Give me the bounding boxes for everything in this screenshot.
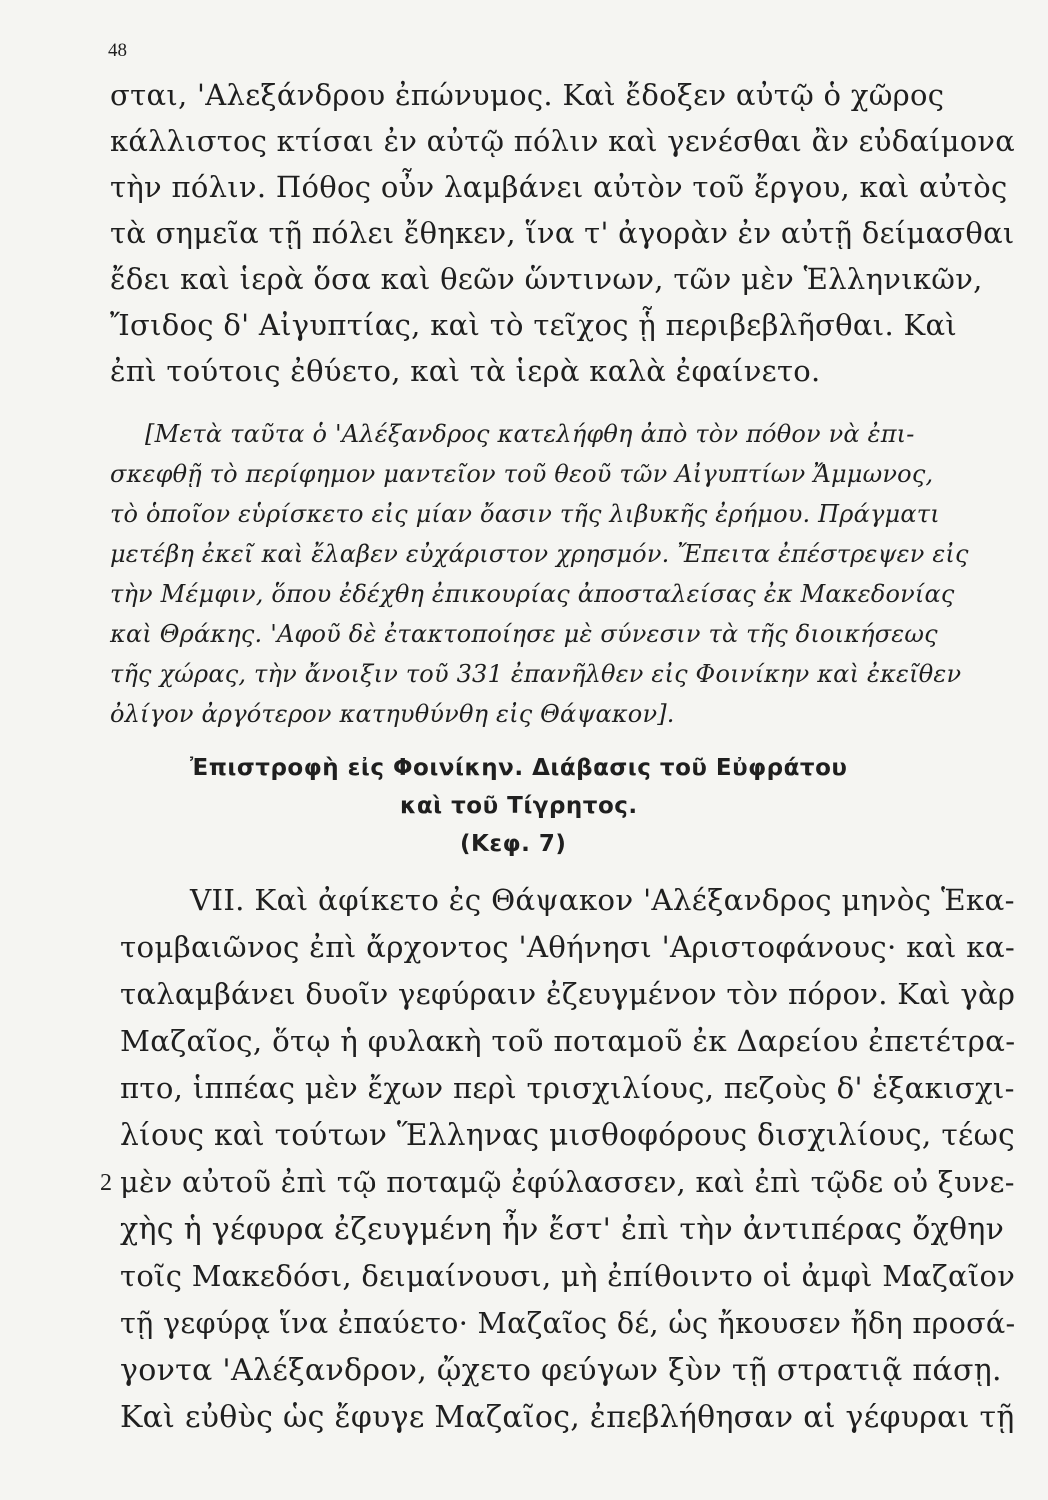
summary-line: καὶ Θράκης. 'Αφοῦ δὲ ἐτακτοποίησε μὲ σύνεσιν τὰ τῆς διοικήσεως	[110, 620, 938, 648]
chapter-reference: (Κεφ. 7)	[460, 831, 567, 857]
summary-line: [Μετὰ ταῦτα ὁ 'Αλέξανδρος κατελήφθη ἀπὸ τὸν πόθον νὰ ἐπι-	[145, 420, 915, 448]
paragraph-3-line: λίους καὶ τούτων Ἕλληνας μισθοφόρους δισχιλίους, τέως	[120, 1118, 1015, 1152]
paragraph-3-line: χὴς ἡ γέφυρα ἐζευγμένη ἦν ἔστ' ἐπὶ τὴν ἀντιπέρας ὄχθην	[120, 1212, 1005, 1247]
paragraph-1-line: τὰ σημεῖα τῇ πόλει ἔθηκεν, ἵνα τ' ἀγορὰν ἐν αὐτῇ δείμασθαι	[110, 216, 1015, 250]
paragraph-3-line: Μαζαῖος, ὅτῳ ἡ φυλακὴ τοῦ ποταμοῦ ἐκ Δαρείου ἐπετέτρα-	[120, 1024, 1016, 1058]
summary-line: τῆς χώρας, τὴν ἄνοιξιν τοῦ 331 ἐπανῆλθεν εἰς Φοινίκην καὶ ἐκεῖθεν	[110, 660, 962, 688]
paragraph-3-line: VII. Καὶ ἀφίκετο ἐς Θάψακον 'Αλέξανδρος μηνὸς Ἑκα-	[190, 883, 1015, 917]
summary-line: ὀλίγον ἀργότερον κατηυθύνθη εἰς Θάψακον].	[110, 700, 675, 728]
page-number: 48	[108, 40, 127, 61]
paragraph-1-line: ἔδει καὶ ἱερὰ ὅσα καὶ θεῶν ὥντινων, τῶν μὲν Ἑλληνικῶν,	[110, 262, 983, 296]
section-heading-line-2: καὶ τοῦ Τίγρητος.	[400, 793, 638, 819]
summary-line: τὸ ὁποῖον εὑρίσκετο εἰς μίαν ὄασιν τῆς λιβυκῆς ἐρήμου. Πράγματι	[110, 500, 940, 528]
paragraph-1-line: κάλλιστος κτίσαι ἐν αὐτῷ πόλιν καὶ γενέσθαι ἂν εὐδαίμονα	[110, 124, 1016, 158]
paragraph-3-line: πτο, ἱππέας μὲν ἔχων περὶ τρισχιλίους, πεζοὺς δ' ἑξακισχι-	[120, 1071, 1015, 1105]
paragraph-1-line: ἐπὶ τούτοις ἐθύετο, καὶ τὰ ἱερὰ καλὰ ἐφαίνετο.	[110, 354, 821, 388]
paragraph-3-line: τομβαιῶνος ἐπὶ ἄρχοντος 'Αθήνησι 'Αριστοφάνους· καὶ κα-	[120, 930, 1016, 964]
margin-section-number: 2	[100, 1170, 112, 1196]
summary-line: σκεφθῇ τὸ περίφημον μαντεῖον τοῦ θεοῦ τῶν Αἰγυπτίων Ἄμμωνος,	[110, 460, 934, 488]
paragraph-1-line: σται, 'Αλεξάνδρου ἐπώνυμος. Καὶ ἔδοξεν αὐτῷ ὁ χῶρος	[110, 78, 945, 112]
paragraph-3-line: ταλαμβάνει δυοῖν γεφύραιν ἐζευγμένον τὸν πόρον. Καὶ γὰρ	[120, 977, 1016, 1011]
paragraph-1-line: τὴν πόλιν. Πόθος οὖν λαμβάνει αὐτὸν τοῦ ἔργου, καὶ αὐτὸς	[110, 170, 1008, 204]
section-heading-line-1: Ἐπιστροφὴ εἰς Φοινίκην. Διάβασις τοῦ Εὐφράτου	[190, 755, 848, 781]
paragraph-1-line: Ἴσιδος δ' Αἰγυπτίας, καὶ τὸ τεῖχος ᾗ περιβεβλῆσθαι. Καὶ	[110, 308, 958, 342]
paragraph-3-line: γοντα 'Αλέξανδρον, ᾤχετο φεύγων ξὺν τῇ στρατιᾷ πάσῃ.	[120, 1353, 1002, 1388]
summary-line: μετέβη ἐκεῖ καὶ ἔλαβεν εὐχάριστον χρησμόν. Ἔπειτα ἐπέστρεψεν εἰς	[110, 540, 969, 568]
paragraph-3-line: τῇ γεφύρᾳ ἵνα ἐπαύετο· Μαζαῖος δέ, ὡς ἤκουσεν ἤδη προσά-	[120, 1306, 1016, 1340]
summary-line: τὴν Μέμφιν, ὅπου ἐδέχθη ἐπικουρίας ἀποσταλείσας ἐκ Μακεδονίας	[110, 580, 955, 608]
paragraph-3-line: μὲν αὐτοῦ ἐπὶ τῷ ποταμῷ ἐφύλασσεν, καὶ ἐπὶ τῷδε οὐ ξυνε-	[120, 1165, 1015, 1199]
paragraph-3-line: Καὶ εὐθὺς ὡς ἔφυγε Μαζαῖος, ἐπεβλήθησαν αἱ γέφυραι τῇ	[120, 1400, 1015, 1435]
paragraph-3-line: τοῖς Μακεδόσι, δειμαίνουσι, μὴ ἐπίθοιντο οἱ ἀμφὶ Μαζαῖον	[120, 1259, 1016, 1293]
